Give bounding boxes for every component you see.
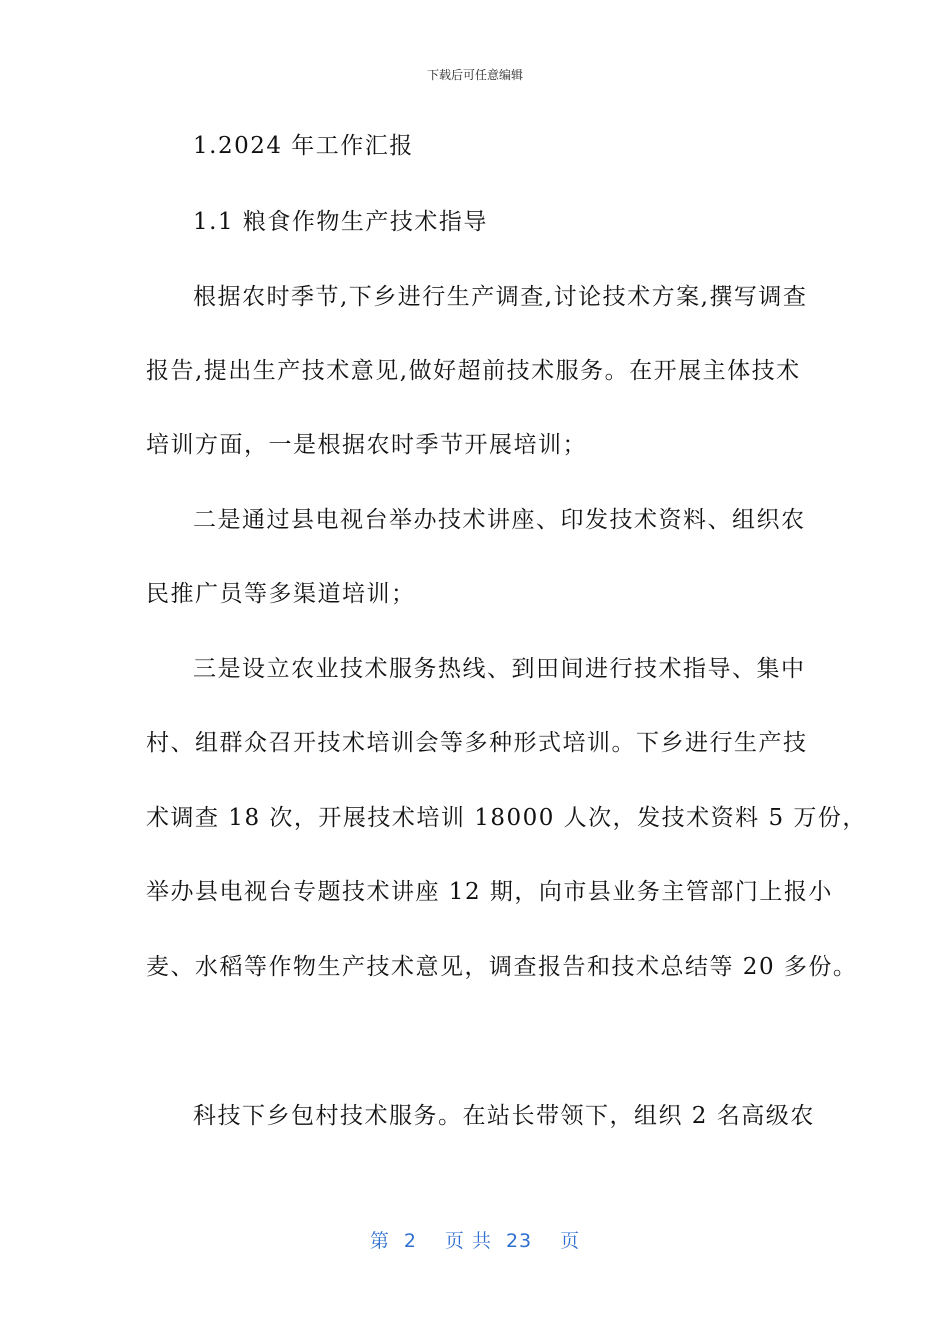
paragraph-line: 村、组群众召开技术培训会等多种形式培训。下乡进行生产技 bbox=[146, 730, 808, 756]
paragraph-line: 科技下乡包村技术服务。在站长带领下，组织 2 名高级农 bbox=[193, 1103, 815, 1129]
paragraph-line: 培训方面，一是根据农时季节开展培训； bbox=[146, 432, 587, 458]
page-header: 下载后可任意编辑 bbox=[426, 68, 523, 82]
paragraph-line: 麦、水稻等作物生产技术意见，调查报告和技术总结等 20 多份。 bbox=[146, 954, 858, 980]
paragraph-line: 民推广员等多渠道培训； bbox=[146, 581, 416, 607]
footer-prefix: 第 bbox=[369, 1230, 390, 1252]
page-number-footer bbox=[0, 1226, 950, 1253]
section-heading: 1.2024 年工作汇报 bbox=[193, 133, 414, 159]
footer-current-page: 2 bbox=[403, 1230, 417, 1252]
subsection-heading: 1.1 粮食作物生产技术指导 bbox=[193, 209, 488, 235]
footer-suffix: 页 bbox=[560, 1230, 581, 1252]
paragraph-line: 二是通过县电视台举办技术讲座、印发技术资料、组织农 bbox=[193, 507, 806, 533]
paragraph-line: 三是设立农业技术服务热线、到田间进行技术指导、集中 bbox=[193, 656, 806, 682]
footer-middle: 页 共 bbox=[444, 1230, 492, 1252]
paragraph-line: 举办县电视台专题技术讲座 12 期，向市县业务主管部门上报小 bbox=[146, 879, 833, 905]
paragraph-line: 术调查 18 次，开展技术培训 18000 人次，发技术资料 5 万份， bbox=[146, 805, 867, 831]
paragraph-line: 报告,提出生产技术意见,做好超前技术服务。在开展主体技术 bbox=[146, 358, 801, 384]
paragraph-line: 根据农时季节,下乡进行生产调查,讨论技术方案,撰写调查 bbox=[193, 284, 808, 310]
footer-total-pages: 23 bbox=[505, 1230, 533, 1252]
